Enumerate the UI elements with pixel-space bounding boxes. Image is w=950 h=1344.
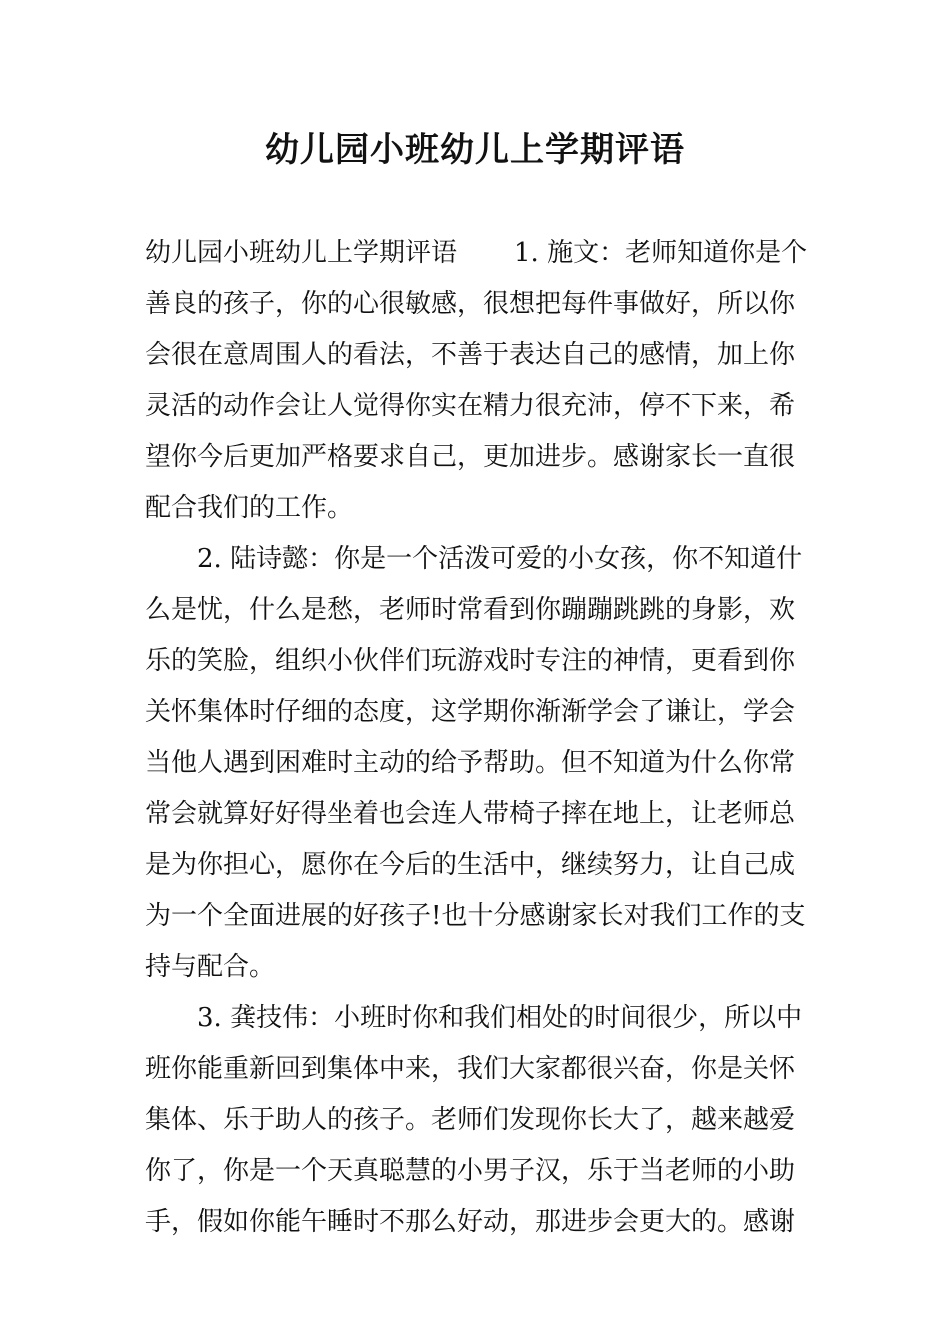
text-line-19: 你了，你是一个天真聪慧的小男子汉，乐于当老师的小助	[145, 1156, 796, 1186]
text-line-10: 关怀集体时仔细的态度，这学期你渐渐学会了谦让，学会	[145, 697, 796, 727]
text-line-1a: 幼儿园小班幼儿上学期评语	[145, 238, 458, 268]
text-line-2: 善良的孩子，你的心很敏感，很想把每件事做好，所以你	[145, 289, 796, 319]
text-line-14: 为一个全面进展的好孩子!也十分感谢家长对我们工作的支	[145, 901, 806, 931]
text-line-5: 望你今后更加严格要求自己，更加进步。感谢家长一直很	[145, 442, 796, 472]
text-line-7: 2. 陆诗懿：你是一个活泼可爱的小女孩，你不知道什	[145, 544, 803, 574]
text-line-18: 集体、乐于助人的孩子。老师们发现你长大了，越来越爱	[145, 1105, 796, 1135]
text-line-8: 么是忧，什么是愁，老师时常看到你蹦蹦跳跳的身影，欢	[145, 595, 796, 625]
text-line-15: 持与配合。	[145, 952, 276, 982]
text-line-9: 乐的笑脸，组织小伙伴们玩游戏时专注的神情，更看到你	[145, 646, 796, 676]
text-line-4: 灵活的动作会让人觉得你实在精力很充沛，停不下来，希	[145, 391, 796, 421]
text-line-20: 手，假如你能午睡时不那么好动，那进步会更大的。感谢	[145, 1207, 796, 1237]
text-line-16: 3. 龚技伟：小班时你和我们相处的时间很少，所以中	[145, 1003, 803, 1033]
text-line-12: 常会就算好好得坐着也会连人带椅子摔在地上，让老师总	[145, 799, 796, 829]
text-line-3: 会很在意周围人的看法，不善于表达自己的感情，加上你	[145, 340, 796, 370]
text-line-11: 当他人遇到困难时主动的给予帮助。但不知道为什么你常	[145, 748, 796, 778]
document-body	[145, 228, 807, 1248]
text-line-6: 配合我们的工作。	[145, 493, 354, 523]
text-line-13: 是为你担心，愿你在今后的生活中，继续努力，让自己成	[145, 850, 796, 880]
text-line-1	[145, 228, 807, 279]
text-line-1b: 1. 施文：老师知道你是个	[514, 238, 807, 268]
document-title: 幼儿园小班幼儿上学期评语	[265, 130, 685, 170]
text-line-17: 班你能重新回到集体中来，我们大家都很兴奋，你是关怀	[145, 1054, 796, 1084]
